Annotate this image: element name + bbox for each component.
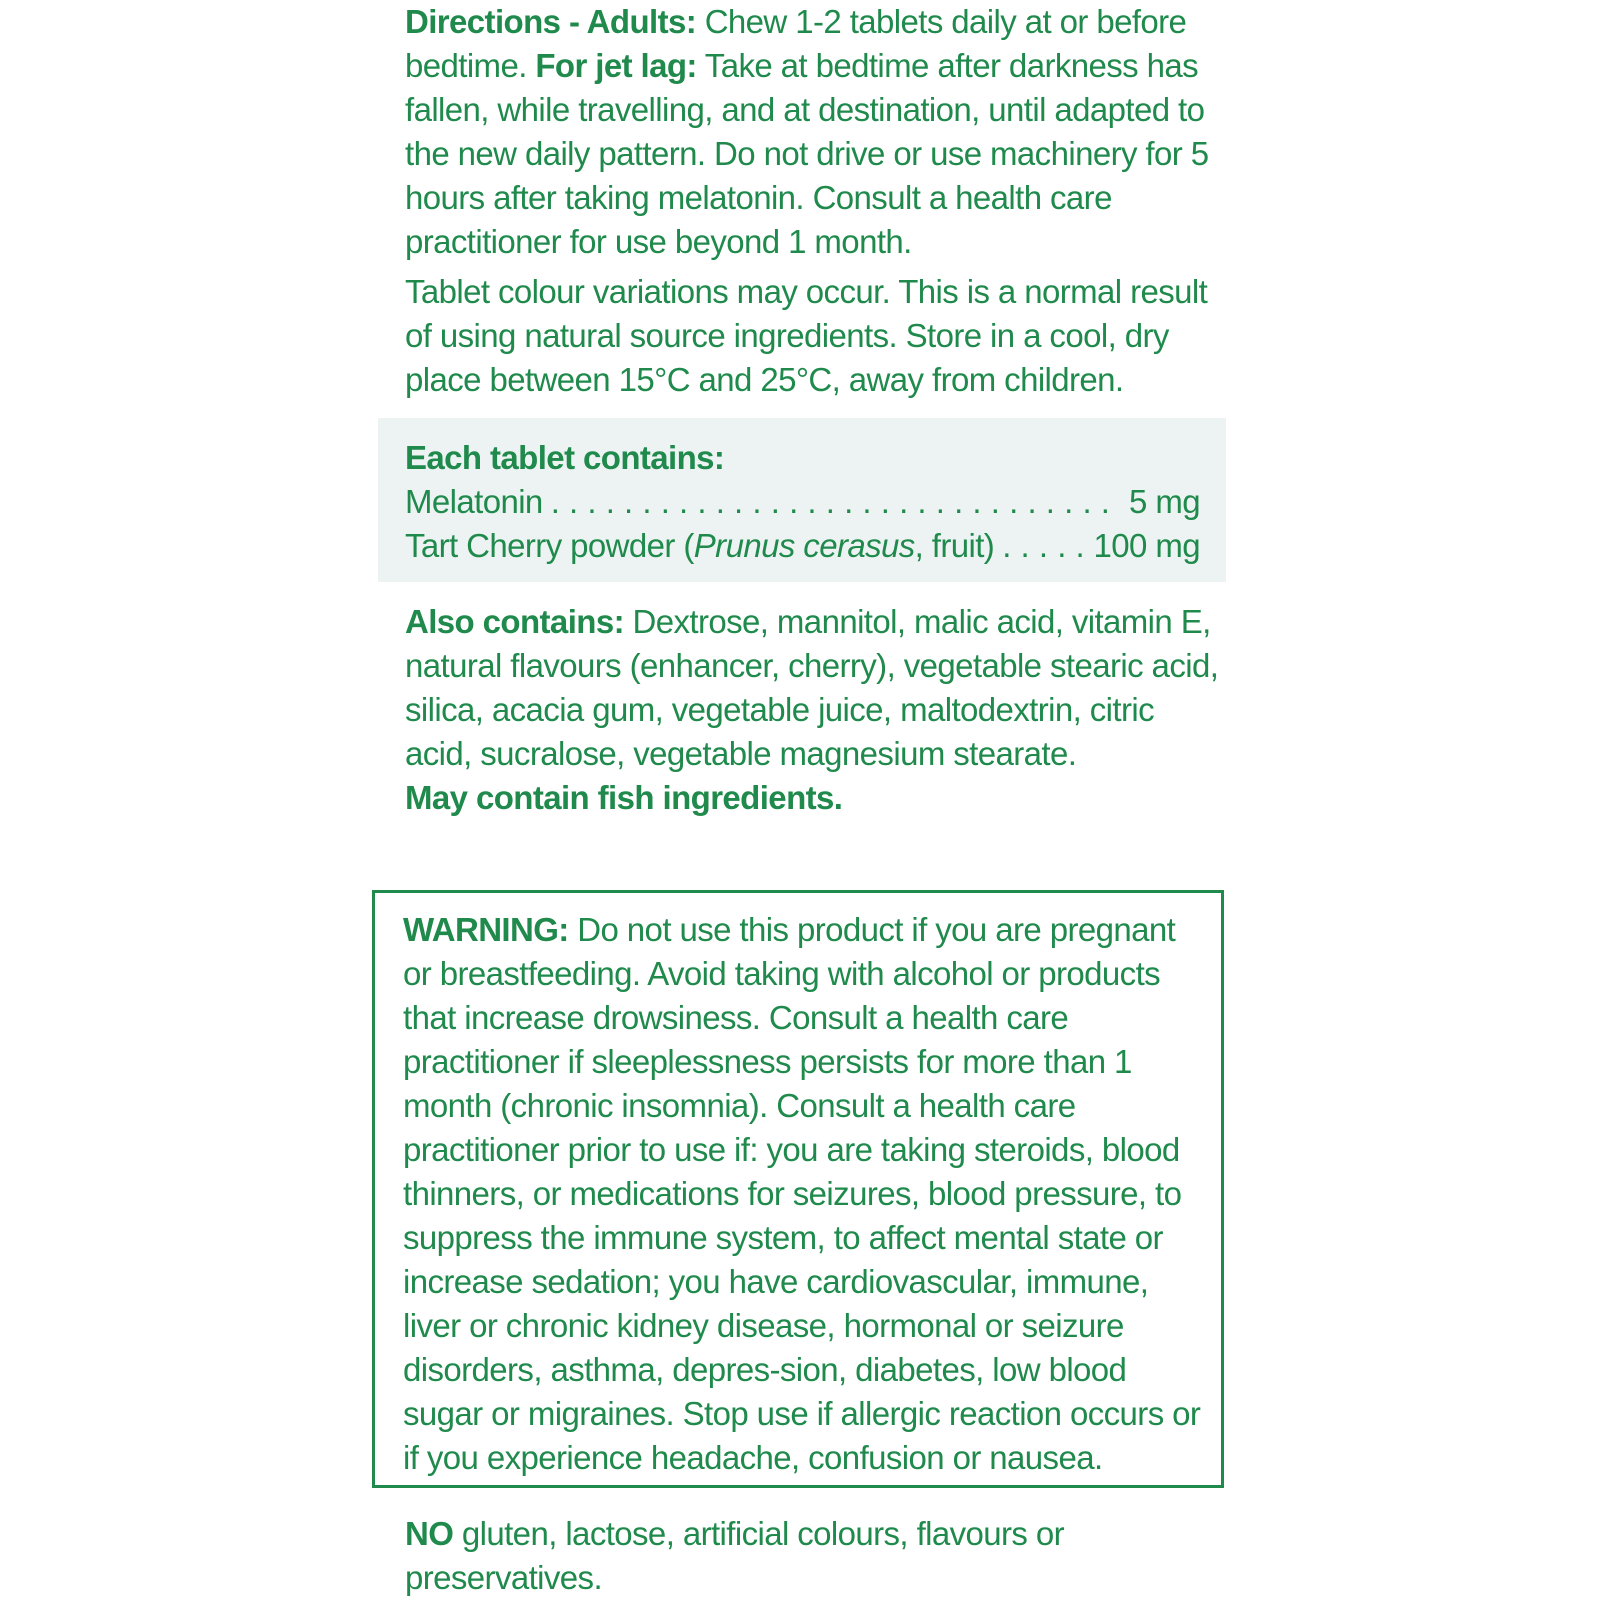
ingredient-name-text: Tart Cherry powder ( xyxy=(405,527,694,564)
also-contains-label: Also contains: xyxy=(405,603,624,640)
fish-notice xyxy=(405,776,1225,820)
ingredient-name-text: Melatonin xyxy=(405,483,543,520)
leader-dots xyxy=(551,480,1121,524)
ingredient-row xyxy=(405,480,1200,524)
ingredient-name-suffix: , fruit) xyxy=(914,527,995,564)
free-from-paragraph xyxy=(405,1512,1225,1600)
also-contains-paragraph xyxy=(405,600,1225,776)
ingredients-heading xyxy=(405,436,1200,480)
ingredients-heading-text: Each tablet contains: xyxy=(405,439,725,476)
also-contains-section xyxy=(405,600,1225,820)
directions-section xyxy=(405,0,1225,264)
storage-section xyxy=(405,270,1225,402)
free-from-label: NO xyxy=(405,1515,454,1552)
also-contains-text: Dextrose, mannitol, malic acid, vitamin E, natural flavours (enhancer, cherry), vegetable stearic acid, silica, acacia gum, vegetable juice, maltodextrin, citric acid, sucralose, vegetable magnesium stearate. xyxy=(405,603,1219,772)
warning-label: WARNING: xyxy=(403,911,569,948)
jet-lag-text: Take at bedtime after darkness has fallen, while travelling, and at destination, until adapted to the new daily pattern. Do not drive or use machinery for 5 hours after taking melatonin. Consult a health care practitioner for use beyond 1 month. xyxy=(405,47,1209,260)
free-from-section xyxy=(405,1512,1225,1600)
directions-paragraph xyxy=(405,0,1225,264)
free-from-text: gluten, lactose, artificial colours, flavours or preservatives. xyxy=(405,1515,1065,1596)
ingredient-row xyxy=(405,524,1200,568)
directions-adults-label: Directions - Adults: xyxy=(405,3,697,40)
fish-notice-text: May contain fish ingredients. xyxy=(405,779,843,816)
warning-text: Do not use this product if you are pregnant or breastfeeding. Avoid taking with alcohol or products that increase drowsiness. Consult a health care practitioner if sleeplessness persists for more than 1 month (chronic insomnia). Consult a health care practitioner prior to use if: you are taking steroids, blood thinners, or medications for seizures, blood pressure, to suppress the immune system, to affect mental state or increase sedation; you have cardiovascular, immune, liver or chronic kidney disease, hormonal or seizure disorders, asthma, depres-sion, diabetes, low blood sugar or migraines. Stop use if allergic reaction occurs or if you experience headache, confusion or nausea. xyxy=(403,911,1201,1476)
ingredient-name xyxy=(405,480,543,524)
leader-dots xyxy=(1002,524,1085,568)
jet-lag-label: For jet lag: xyxy=(535,47,697,84)
ingredient-amount: 5 mg xyxy=(1129,483,1200,520)
directions-adults-text: Chew 1-2 tablets daily at or before bedtime. xyxy=(405,3,1187,84)
ingredient-latin-name: Prunus cerasus xyxy=(693,527,915,564)
warning-box xyxy=(372,890,1224,1488)
storage-paragraph: Tablet colour variations may occur. This is a normal result of using natural source ingredients. Store in a cool, dry place between 15°C and 25°C, away from children. xyxy=(405,273,1208,398)
ingredient-amount: 100 mg xyxy=(1093,527,1200,564)
warning-paragraph xyxy=(403,908,1203,1480)
ingredients-panel xyxy=(378,418,1226,582)
ingredient-name xyxy=(405,524,994,568)
